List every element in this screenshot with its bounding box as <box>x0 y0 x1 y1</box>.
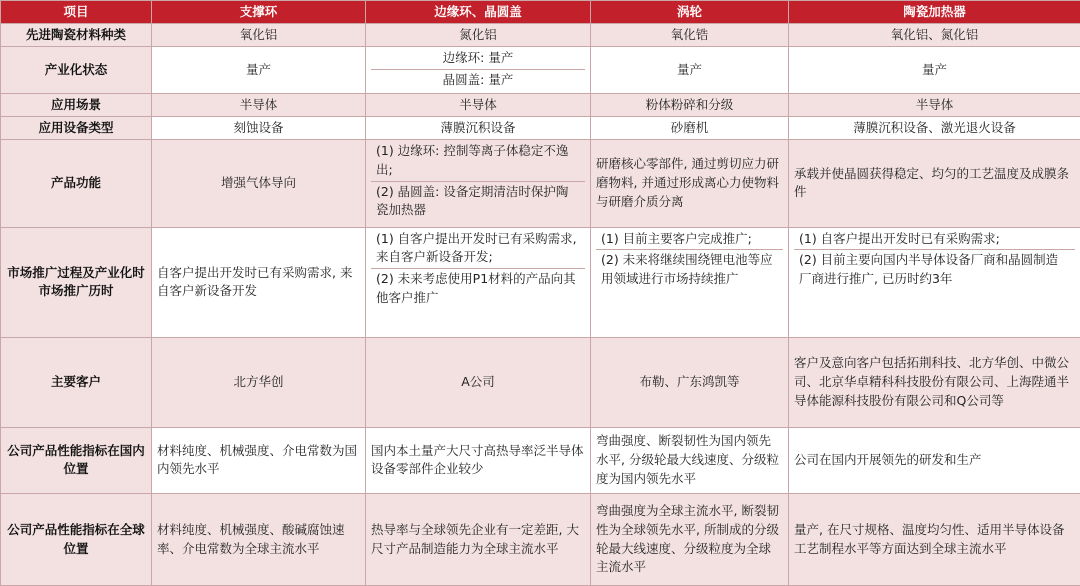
table-row <box>1 94 1080 117</box>
table-cell: 半导体 <box>789 94 1080 117</box>
sub-cell: (1) 边缘环: 控制等离子体稳定不逸出; <box>376 143 569 177</box>
header-row <box>1 1 1080 24</box>
table-cell: 研磨核心零部件, 通过剪切应力研磨物料, 并通过形成离心力使物料与研磨介质分离 <box>591 140 789 228</box>
table-cell: 半导体 <box>152 94 366 117</box>
sub-cell: 晶圆盖: 量产 <box>371 69 585 91</box>
header-turbine: 涡轮 <box>591 1 789 24</box>
header-edge-ring-wafer-cover: 边缘环、晶圆盖 <box>366 1 591 24</box>
table-cell: 量产 <box>152 46 366 93</box>
sub-cell: (2) 未来将继续围绕锂电池等应用领域进行市场持续推广 <box>596 249 783 290</box>
table-cell: 公司在国内开展领先的研发和生产 <box>789 427 1080 494</box>
table-cell-split <box>366 140 591 228</box>
table-cell: 氧化锆 <box>591 24 789 47</box>
table-cell: 弯曲强度为全球主流水平, 断裂韧性为全球领先水平, 所制成的分级轮最大线速度、分级粒度为全球主流水平 <box>591 494 789 586</box>
row-label: 主要客户 <box>1 338 152 428</box>
table-cell: 增强气体导向 <box>152 140 366 228</box>
table-cell: 布勒、广东鸿凯等 <box>591 338 789 428</box>
table-row <box>1 24 1080 47</box>
row-label: 产业化状态 <box>1 46 152 93</box>
table-cell: 热导率与全球领先企业有一定差距, 大尺寸产品制造能力为全球主流水平 <box>366 494 591 586</box>
header-ceramic-heater: 陶瓷加热器 <box>789 1 1080 24</box>
table-row <box>1 46 1080 93</box>
row-label: 先进陶瓷材料种类 <box>1 24 152 47</box>
table-cell: 氧化铝、氮化铝 <box>789 24 1080 47</box>
table-cell: 薄膜沉积设备 <box>366 117 591 140</box>
sub-cell: (2) 晶圆盖: 设备定期清洁时保护陶瓷加热器 <box>371 181 585 222</box>
table-cell: 北方华创 <box>152 338 366 428</box>
table-cell: 粉体粉碎和分级 <box>591 94 789 117</box>
table-cell: 量产 <box>591 46 789 93</box>
header-item: 项目 <box>1 1 152 24</box>
table-cell: 薄膜沉积设备、激光退火设备 <box>789 117 1080 140</box>
table-cell: 氮化铝 <box>366 24 591 47</box>
table-row <box>1 117 1080 140</box>
row-label: 公司产品性能指标在国内位置 <box>1 427 152 494</box>
row-label: 市场推广过程及产业化时市场推广历时 <box>1 227 152 337</box>
table-cell: 量产, 在尺寸规格、温度均匀性、适用半导体设备工艺制程水平等方面达到全球主流水平 <box>789 494 1080 586</box>
table-row <box>1 494 1080 586</box>
table-cell: 材料纯度、机械强度、酸碱腐蚀速率、介电常数为全球主流水平 <box>152 494 366 586</box>
sub-cell: (2) 目前主要向国内半导体设备厂商和晶圆制造厂商进行推广, 已历时约3年 <box>794 249 1075 290</box>
sub-cell: (1) 自客户提出开发时已有采购需求, 来自客户新设备开发; <box>376 230 577 265</box>
table-row <box>1 338 1080 428</box>
table-cell: A公司 <box>366 338 591 428</box>
table-cell: 半导体 <box>366 94 591 117</box>
table-cell-split <box>366 46 591 93</box>
table-cell: 砂磨机 <box>591 117 789 140</box>
table-cell-split <box>789 227 1080 337</box>
row-label: 产品功能 <box>1 140 152 228</box>
table-cell-split <box>591 227 789 337</box>
table-cell: 刻蚀设备 <box>152 117 366 140</box>
header-support-ring: 支撑环 <box>152 1 366 24</box>
table-cell: 氧化铝 <box>152 24 366 47</box>
table-cell: 自客户提出开发时已有采购需求, 来自客户新设备开发 <box>152 227 366 337</box>
table-cell: 材料纯度、机械强度、介电常数为国内领先水平 <box>152 427 366 494</box>
table-row <box>1 227 1080 337</box>
table-cell: 承载并使晶圆获得稳定、均匀的工艺温度及成膜条件 <box>789 140 1080 228</box>
table-cell: 量产 <box>789 46 1080 93</box>
table-row <box>1 140 1080 228</box>
sub-cell: (2) 未来考虑使用P1材料的产品向其他客户推广 <box>371 268 585 309</box>
table-cell-split <box>366 227 591 337</box>
table-cell: 客户及意向客户包括拓荆科技、北方华创、中微公司、北京华卓精科科技股份有限公司、上海陛通半导体能源科技股份有限公司和Q公司等 <box>789 338 1080 428</box>
row-label: 公司产品性能指标在全球位置 <box>1 494 152 586</box>
table-cell: 弯曲强度、断裂韧性为国内领先水平, 分级轮最大线速度、分级粒度为国内领先水平 <box>591 427 789 494</box>
table-cell: 国内本土量产大尺寸高热导率泛半导体设备零部件企业较少 <box>366 427 591 494</box>
sub-cell: 边缘环: 量产 <box>442 49 514 65</box>
table-row <box>1 427 1080 494</box>
sub-cell: (1) 目前主要客户完成推广; <box>601 230 752 246</box>
sub-cell: (1) 自客户提出开发时已有采购需求; <box>799 230 1000 246</box>
row-label: 应用设备类型 <box>1 117 152 140</box>
row-label: 应用场景 <box>1 94 152 117</box>
